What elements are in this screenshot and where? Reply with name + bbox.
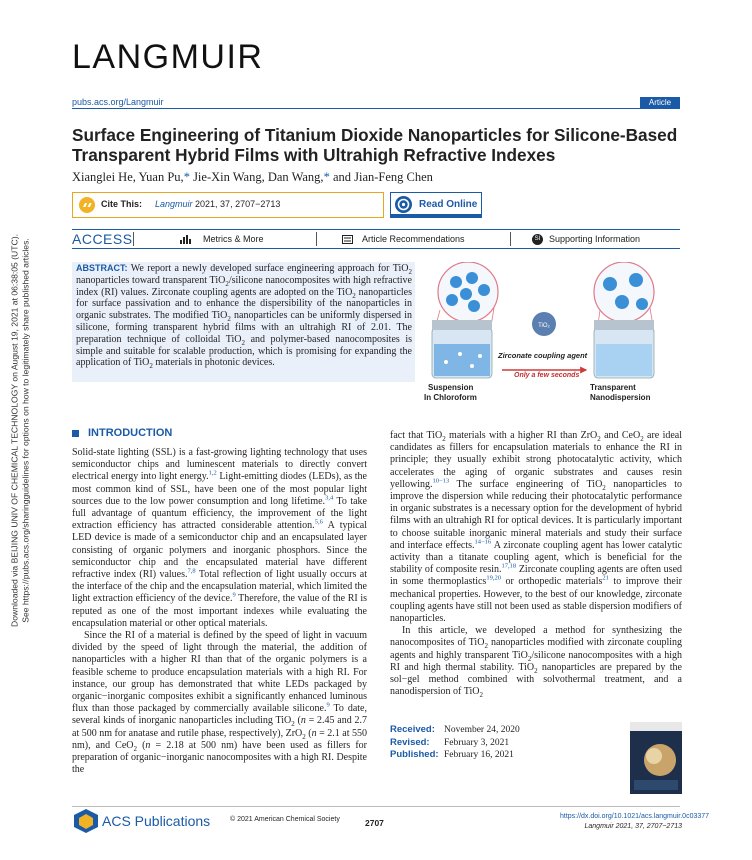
access-separator [316, 232, 317, 246]
toc-agent-label: Zirconate coupling agent [498, 351, 588, 360]
author[interactable]: Dan Wang, [267, 170, 324, 184]
journal-url-link[interactable]: pubs.acs.org/Langmuir [72, 97, 164, 107]
quote-icon [79, 197, 95, 213]
author[interactable]: and Jian-Feng Chen [329, 170, 433, 184]
read-online-underline [390, 214, 482, 217]
body-column-left [72, 447, 367, 776]
acs-publications-logo[interactable]: ACS Publications [102, 813, 211, 829]
introduction-heading: INTRODUCTION [88, 427, 173, 439]
citation-reference [155, 199, 280, 209]
cite-label: Cite This: [101, 199, 143, 209]
bar-chart-icon [180, 235, 191, 244]
read-online-label: Read Online [419, 199, 478, 210]
paragraph: fact that TiO$_2$ materials with a higher RI than ZrO$_2$ and CeO$_2$ are ideal candidates as fillers for encapsulation materials to enhance the RI in principle; they usually exhibit strong photocatalytic activity, which accelerates the aging of organic substrates and causes resin yellowing.$^{10-13}$ The surface engineering of TiO$_2$ nanoparticles to improve the dispersion while reducing their photocatalytic performance in organic substrates is a necessary option for the development of hybrid films with an ultrahigh RI for optical devices. It is particularly important to choose suitable inorganic mineral materials and study their surface and interface effects.$^{14-16}$ A zirconate coupling agent has lower catalytic activity than a titanate coupling agent, which is beneficial for the stability of composite resin.$^{17,18}$ Zirconate coupling agents are often used in some thermoplastics$^{19,20}$ or orthopedic materials$^{21}$ to improve their mechanical properties. However, to the best of our knowledge, zirconate coupling agents have still not been used as stable dispersion modifiers of nanoparticles. [390, 430, 683, 625]
paragraph: In this article, we developed a method for synthesizing the nanocomposites of TiO$_2$ nanoparticles modified with zirconate coupling agents and highly transparent TiO$_2$/silicone nanocomposites with a high RI and high thermal stability. TiO$_2$ nanoparticles are prepared by the sol−gel method combined with solvothermal treatment, and a nanodispersion of TiO$_2$ [390, 625, 683, 700]
doi-link[interactable]: https://dx.doi.org/10.1021/acs.langmuir.0c03377 [560, 813, 710, 820]
author[interactable]: Jie-Xin Wang, [189, 170, 268, 184]
article-recommendations-link[interactable]: Article Recommendations [362, 234, 465, 244]
right-zoom-circle [594, 262, 654, 322]
paragraph: Since the RI of a material is defined by the speed of light in vacuum divided by the speed of light through the material, the addition of nanoparticles with a higher RI than that of the organic polymers is a feasible scheme to produce encapsulation materials with a high RI. For instance, our group has demonstrated that white LEDs packaged by organic−inorganic composites exhibit a significantly enhanced luminous flux than those packaged by commercially available silicone.$^9$ To date, several kinds of inorganic nanoparticles including TiO$_2$ (n = 2.45 and 2.7 at 500 nm for anatase and rutile phase, respectively), ZrO$_2$ (n = 2.1 at 550 nm), and CeO$_2$ (n = 2.18 at 500 nm) have been used as fillers for preparation of organic−inorganic nanocomposites with a high RI. Despite the [72, 630, 368, 776]
reader-icon [395, 196, 412, 213]
published-label: Published: [390, 749, 439, 760]
access-label: ACCESS [72, 231, 133, 247]
access-bar-top-rule [72, 229, 680, 230]
abstract-label: ABSTRACT: [76, 263, 128, 273]
author-list [72, 170, 433, 185]
toc-seconds-label: Only a few seconds [514, 372, 580, 379]
acs-hexagon-logo [72, 808, 100, 834]
publication-dates [390, 724, 520, 762]
section-marker [72, 430, 79, 437]
download-notice-line-2: See https://pubs.acs.org/sharingguidelines for options on how to legitimately share published articles. [20, 238, 30, 623]
toc-right-label-1: Transparent [590, 383, 636, 392]
toc-left-label-1: Suspension [428, 383, 474, 392]
published-date: February 16, 2021 [444, 750, 514, 760]
access-separator [510, 232, 511, 246]
corresponding-author-mark: * [183, 170, 190, 184]
corresponding-author-mark: * [323, 170, 330, 184]
access-separator [133, 232, 134, 246]
cite-this-box[interactable] [72, 192, 384, 218]
body-column-right [390, 430, 682, 698]
journal-cover-image[interactable] [630, 722, 682, 794]
copyright-notice: © 2021 American Chemical Society [230, 816, 340, 823]
abstract-text: ABSTRACT: We report a newly developed surface engineering approach for TiO$_2$ nanoparticles toward transparent TiO$_2$/silicone nanocomposites with high refractive index (RI) values. Zirconate coupling agents are adopted on the TiO$_2$ nanoparticles for surface passivation and to enhance the dispersibility of the nanoparticles in organic substrates. The modified TiO$_2$ nanoparticles can be uniformly dispersed in silicone, forming transparent hybrid films with an ultrahigh RI of 2.01. The preparation technique of colloidal TiO$_2$ and polymer-based nanocomposites is simple and suitable for scalable production, which is promising for expanding the application of TiO$_2$ materials in photonic devices. [76, 263, 412, 371]
journal-logo[interactable]: LANGMUIR [72, 38, 264, 76]
received-date: November 24, 2020 [444, 725, 520, 735]
paragraph: Solid-state lighting (SSL) is a fast-growing lighting technology that uses semiconductor chips and luminescent materials to directly convert electrical energy into light energy.$^{1,2}$ Light-emitting diodes (LEDs), as the most common kind of SSL, have been one of the most popular light sources due to the low power consumption and long lifetime.$^{3,4}$ To take full advantage of quantum efficiency, the improvement of the light extraction efficiency has attracted considerable attention.$^{5,6}$ A typical LED device is made of a semiconductor chip and an encapsulated layer consisting of organic polymers and inorganic phosphors. Since the semiconductor chip and the encapsulated material have different refractive index (RI) values.$^{7,8}$ Total reflection of light usually occurs at the interface of the chip and the encapsulation material, which limited the light extraction efficiency of the device.$^9$ Therefore, the value of the RI is reputed as one of the most important indexes while evaluating the encapsulation material or other optical materials. [72, 447, 368, 629]
download-notice [10, 221, 31, 641]
cite-journal: Langmuir [155, 199, 193, 209]
author[interactable]: Xianglei He, [72, 170, 139, 184]
toc-right-label-2: Nanodispersion [590, 393, 651, 402]
header-rule [72, 108, 680, 109]
article-title: Surface Engineering of Titanium Dioxide Nanoparticles for Silicone-Based Transparent Hybrid Films with Ultrahigh Refractive Indexes [72, 125, 678, 165]
author[interactable]: Yuan Pu, [138, 170, 184, 184]
toc-graphic [422, 262, 680, 404]
footer-citation: Langmuir 2021, 37, 2707−2713 [584, 823, 682, 830]
access-bar-bottom-rule [72, 248, 680, 249]
revised-label: Revised: [390, 736, 430, 748]
cite-volume-pages: 2021, 37, 2707−2713 [192, 199, 281, 209]
supporting-information-icon: SI [532, 234, 543, 245]
metrics-more-link[interactable]: Metrics & More [203, 234, 264, 244]
toc-left-label-2: In Chloroform [424, 393, 477, 402]
page-number: 2707 [365, 818, 384, 828]
revised-date: February 3, 2021 [444, 737, 510, 748]
supporting-information-link[interactable]: Supporting Information [549, 234, 641, 244]
article-list-icon [342, 235, 353, 244]
download-notice-line-1: Downloaded via BEIJING UNIV OF CHEMICAL TECHNOLOGY on August 19, 2021 at 06:38:05 (UTC). [9, 234, 20, 627]
footer-rule [72, 806, 680, 807]
article-type-badge: Article [640, 97, 680, 109]
received-label: Received: [390, 724, 435, 735]
tio2-label: TiO₂ [538, 323, 550, 329]
